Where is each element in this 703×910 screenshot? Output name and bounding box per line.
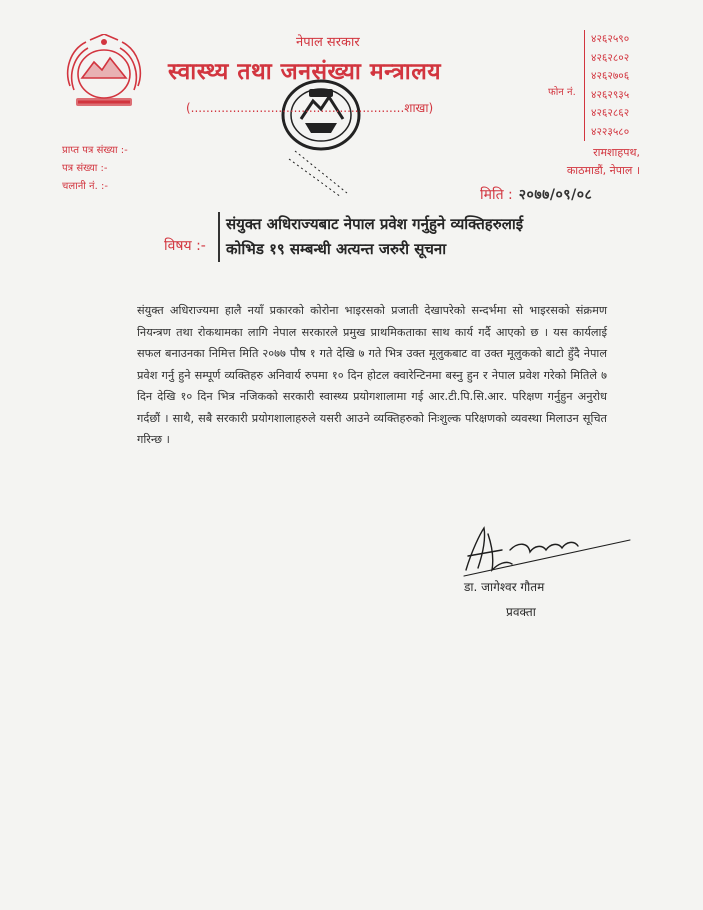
phone-number: ४२६२७०६: [591, 70, 630, 82]
date-label: मिति :: [480, 187, 513, 203]
signatory-title: प्रवक्ता: [506, 605, 536, 619]
subject-line: संयुक्त अधिराज्यबाट नेपाल प्रवेश गर्नुहुने व्यक्तिहरुलाई: [226, 215, 524, 233]
address-line: रामशाहपथ,: [593, 146, 640, 159]
phone-number: ४२६२८६२: [591, 107, 630, 119]
subject: [218, 212, 523, 262]
address: [530, 144, 640, 180]
reference-numbers: [62, 142, 128, 196]
ministry-seal-icon: [275, 75, 367, 197]
signatory-name: डा. जागेश्वर गौतम: [464, 580, 545, 594]
dispatch-no: चलानी नं. :-: [62, 181, 108, 192]
date-row: [480, 185, 592, 204]
phone-number: ४२६२९३५: [591, 88, 630, 101]
phone-label: फोन नं.: [548, 87, 576, 98]
body-paragraph: संयुक्त अधिराज्यमा हालै नयाँ प्रकारको कोरोना भाइरसको प्रजाती देखापरेको सन्दर्भमा सो भाइरसको संक्रमण नियन्त्रण तथा रोकथामका लागि नेपाल सरकारले प्रमुख प्राथमिकताका साथ कार्य गर्दै आएको छ । यस कार्यलाई सफल बनाउनका निमित्त मिति २०७७ पौष १ गते देखि ७ गते भित्र उक्त मूलुकबाट वा उक्त मूलुकको बाटो हुँदै नेपाल प्रवेश गर्नु हुने सम्पूर्ण व्यक्तिहरु अनिवार्य रुपमा १० दिन होटल क्वारेन्टिनमा बस्नु हुन र नेपाल प्रवेश गरेको मितिले ७ दिन देखि १० दिन भित्र नजिकको सरकारी स्वास्थ्य प्रयोगशालामा गई आर.टी.पि.सि.आर. परिक्षण गर्नुहुन अनुरोध गर्दछौं । साथै, सबै सरकारी प्रयोगशालाहरुले यसरी आउने व्यक्तिहरुको निःशुल्क परिक्षणको व्यवस्था मिलाउन सूचित गरिन्छ ।: [137, 304, 607, 446]
phone-number: ४२६२५९०: [591, 33, 630, 45]
received-letter-no: प्राप्त पत्र संख्या :-: [62, 145, 128, 156]
subject-label: विषय :-: [164, 238, 206, 254]
phone-number: ४२६२८०२: [591, 51, 630, 64]
letter-no: पत्र संख्या :-: [62, 163, 108, 174]
phone-list: [584, 30, 649, 141]
government-name: नेपाल सरकार: [296, 35, 360, 50]
signature-icon: [458, 520, 634, 580]
nepal-emblem-icon: [60, 34, 148, 114]
branch-line: (........................................................शाखा): [186, 101, 434, 115]
subject-line: कोभिड १९ सम्बन्धी अत्यन्त जरुरी सूचना: [226, 240, 447, 258]
date-value: २०७७/०९/०८: [518, 187, 593, 203]
phone-number: ४२२३५८०: [591, 125, 630, 138]
ministry-name: स्वास्थ्य तथा जनसंख्या मन्त्रालय: [168, 59, 442, 85]
address-line: काठमाडौं, नेपाल ।: [566, 164, 640, 177]
